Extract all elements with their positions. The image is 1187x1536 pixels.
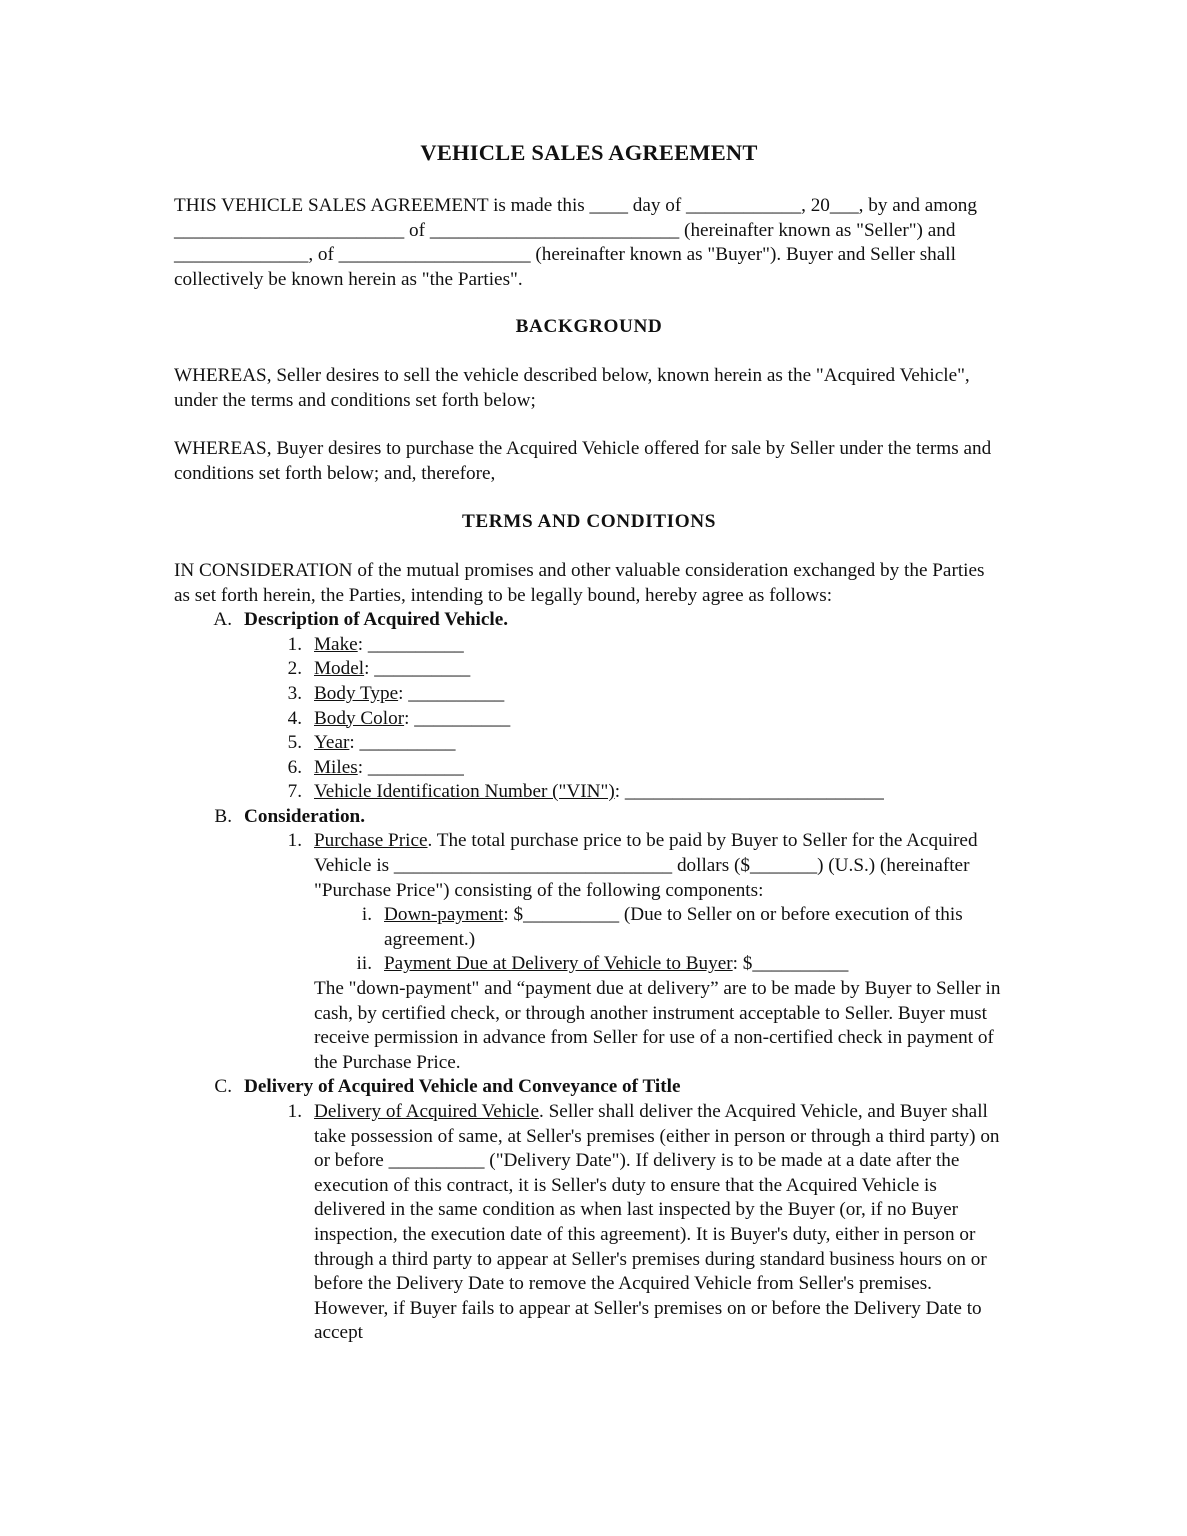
item-marker: 7. bbox=[287, 781, 302, 803]
section-a-marker: A. bbox=[213, 609, 232, 631]
item-marker: 3. bbox=[287, 682, 302, 704]
item-label: Body Type bbox=[314, 682, 399, 704]
payment-note: The "down-payment" and “payment due at delivery” are to be made by Buyer to Seller in cash, by certified check, or through another instrument acceptable to Seller. Buyer must receive permission in advance from Seller for use of a non-certified check in payment of the Purchase Price. bbox=[314, 978, 1001, 1073]
item-blank: : __________ bbox=[357, 756, 464, 778]
item-label: Year bbox=[314, 732, 350, 754]
section-b-title: Consideration. bbox=[244, 805, 365, 827]
item-label: Body Color bbox=[314, 707, 405, 729]
delivery-item bbox=[174, 1100, 1004, 1346]
section-a-title: Description of Acquired Vehicle. bbox=[244, 609, 509, 631]
background-heading: BACKGROUND bbox=[515, 316, 663, 338]
item-blank: : __________ bbox=[357, 633, 464, 655]
section-a-heading bbox=[174, 608, 1004, 633]
purchase-price-item bbox=[174, 829, 1004, 903]
consideration-paragraph: IN CONSIDERATION of the mutual promises and other valuable consideration exchanged by the Parties as set forth herein, the Parties, intending to be legally bound, hereby agree as follows: bbox=[174, 559, 985, 606]
delivery-text: . Seller shall deliver the Acquired Vehicle, and Buyer shall take possession of same, at Seller's premises (either in person or through a third party) on or before __________ ("Delivery Date"). If delivery is to be made at a date after the execution of this contract, it is Seller's duty to ensure that the Acquired Vehicle is delivered in the same condition as when last inspected by the Buyer (or, if no Buyer inspection, the execution date of this agreement). It is Buyer's duty, either in person or through a third party to appear at Seller's premises during standard business hours on or before the Delivery Date to remove the Acquired Vehicle from Seller's premises. However, if Buyer fails to appear at Seller's premises on or before the Delivery Date to accept bbox=[314, 1101, 1000, 1344]
item-label: Model bbox=[314, 658, 365, 680]
item-marker: 1. bbox=[287, 633, 302, 655]
item-marker: 2. bbox=[287, 658, 302, 680]
list-item-body-type bbox=[174, 682, 1004, 707]
item-blank: : ___________________________ bbox=[614, 781, 884, 803]
item-marker: 5. bbox=[287, 732, 302, 754]
item-marker: i. bbox=[361, 904, 372, 926]
list-item-miles bbox=[174, 756, 1004, 781]
down-payment-text: : $__________ (Due to Seller on or before execution of this agreement.) bbox=[384, 904, 963, 950]
purchase-price-label: Purchase Price bbox=[314, 830, 428, 852]
purchase-price-text: . The total purchase price to be paid by Buyer to Seller for the Acquired Vehicle is _____________________________ dollars ($_______) (U.S.) (hereinafter "Purchase Price") consisting of the following components: bbox=[314, 830, 978, 901]
document-page bbox=[174, 138, 1004, 1346]
list-item-year bbox=[174, 731, 1004, 756]
item-label: Make bbox=[314, 633, 358, 655]
document-title: VEHICLE SALES AGREEMENT bbox=[420, 140, 758, 165]
delivery-label: Delivery of Acquired Vehicle bbox=[314, 1101, 540, 1122]
section-c-title: Delivery of Acquired Vehicle and Conveyance of Title bbox=[244, 1076, 681, 1098]
terms-heading: TERMS AND CONDITIONS bbox=[461, 511, 717, 533]
down-payment-label: Down-payment bbox=[384, 904, 504, 926]
whereas-paragraph-2: WHEREAS, Buyer desires to purchase the Acquired Vehicle offered for sale by Seller under the terms and conditions set forth below; and, therefore, bbox=[174, 438, 992, 484]
item-blank: : __________ bbox=[404, 707, 511, 729]
list-item-make bbox=[174, 633, 1004, 658]
item-blank: : __________ bbox=[349, 732, 456, 754]
whereas-paragraph-1: WHEREAS, Seller desires to sell the vehicle described below, known herein as the "Acquired Vehicle", under the terms and conditions set forth below; bbox=[174, 364, 970, 411]
section-b-heading bbox=[174, 805, 1004, 830]
item-label: Miles bbox=[314, 756, 358, 778]
list-item-body-color bbox=[174, 707, 1004, 732]
section-c-heading bbox=[174, 1075, 1004, 1100]
item-blank: : __________ bbox=[398, 682, 505, 704]
item-marker: 1. bbox=[287, 1101, 302, 1122]
item-marker: ii. bbox=[356, 953, 372, 975]
down-payment-item bbox=[174, 903, 1004, 952]
intro-paragraph: THIS VEHICLE SALES AGREEMENT is made this ____ day of ____________, 20___, by and among ________________________ of __________________________ (hereinafter known as "Seller") and ______________, of ____________________ (hereinafter known as "Buyer"). Buyer and Seller shall collectively be known herein as "the Parties". bbox=[174, 195, 977, 290]
payment-due-text: : $__________ bbox=[732, 953, 849, 975]
list-item-model bbox=[174, 657, 1004, 682]
item-blank: : __________ bbox=[364, 658, 471, 680]
item-marker: 6. bbox=[287, 756, 302, 778]
payment-due-label: Payment Due at Delivery of Vehicle to Buyer bbox=[384, 953, 733, 975]
item-label: Vehicle Identification Number ("VIN") bbox=[314, 781, 615, 803]
list-item-vin bbox=[174, 780, 1004, 805]
section-b-marker: B. bbox=[214, 805, 232, 827]
item-marker: 4. bbox=[287, 707, 302, 729]
item-marker: 1. bbox=[287, 830, 302, 852]
section-c-marker: C. bbox=[214, 1076, 232, 1098]
payment-due-item bbox=[174, 952, 1004, 977]
